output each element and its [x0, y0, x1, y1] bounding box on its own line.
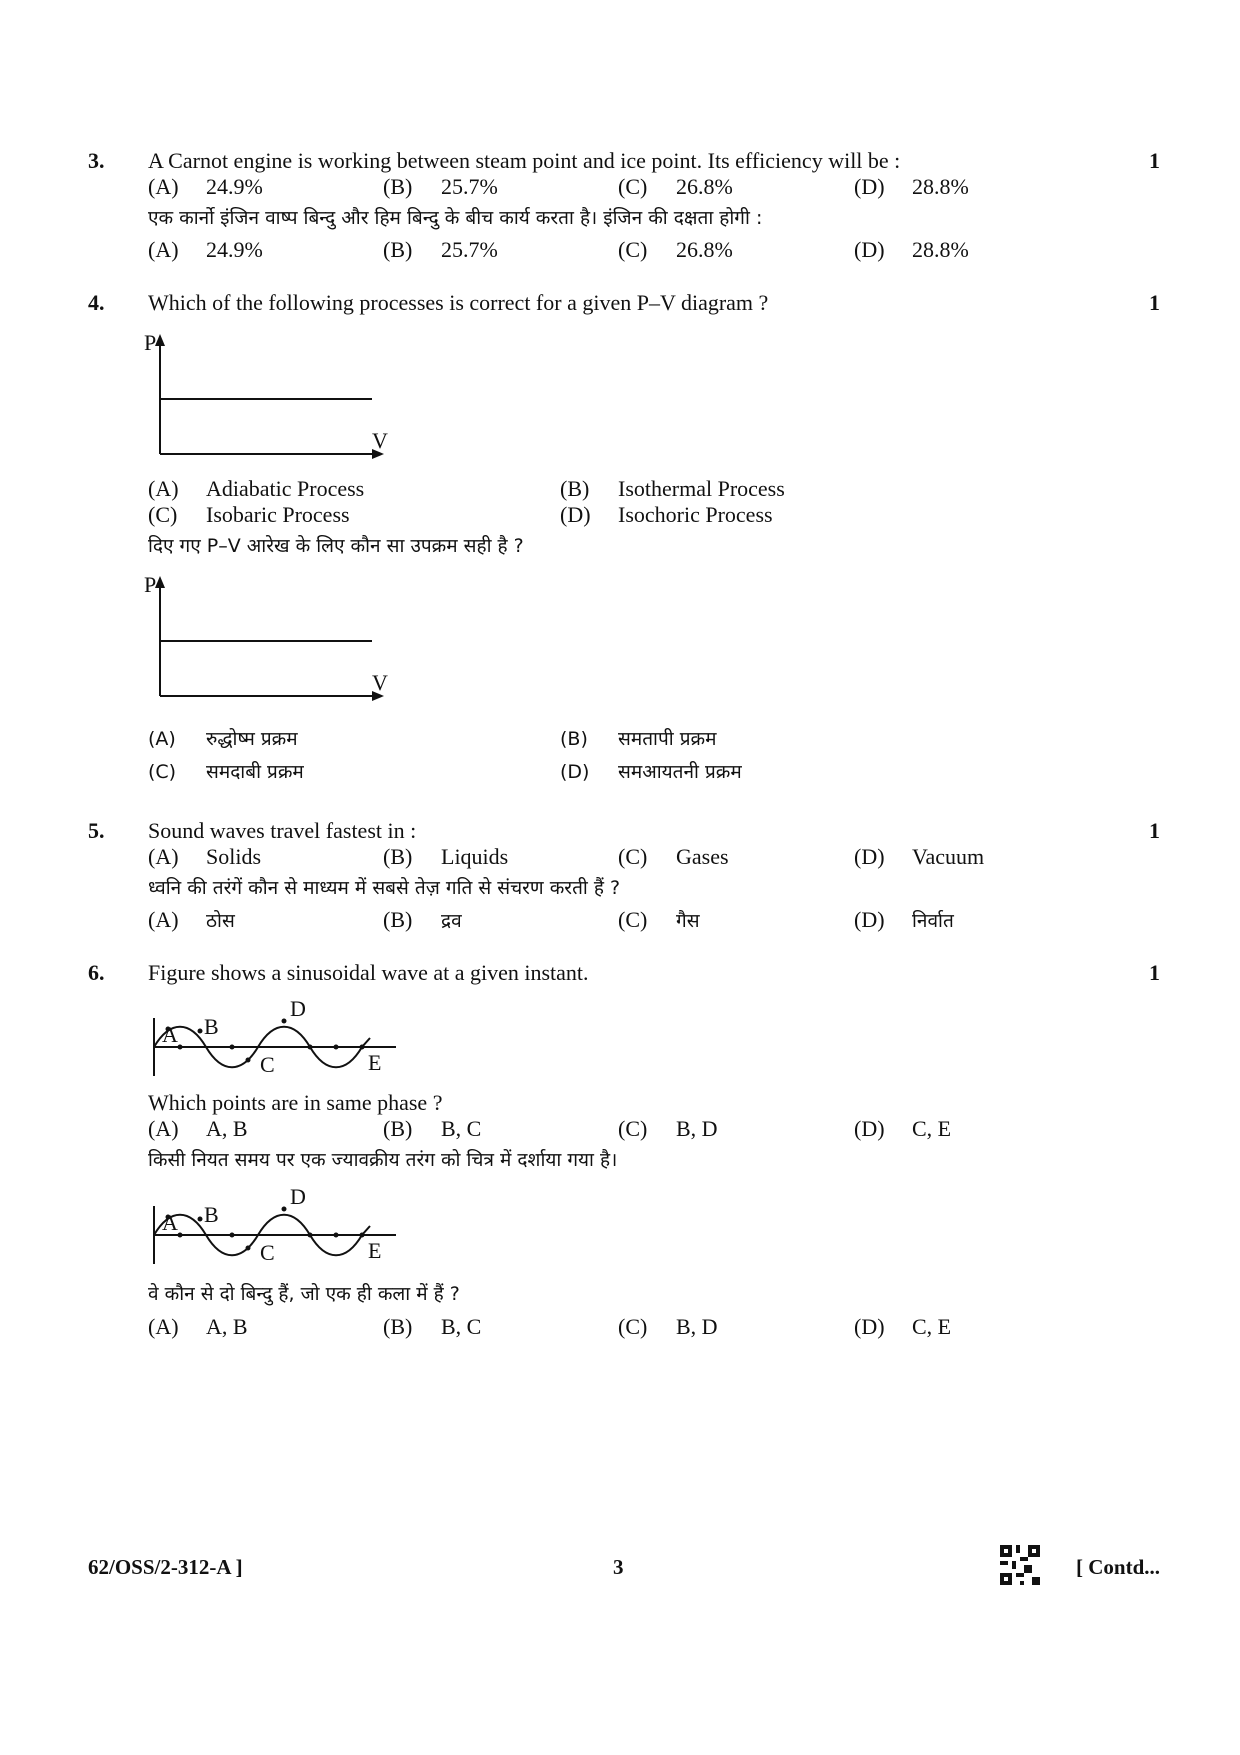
- option-b: (B) Liquids: [383, 844, 509, 869]
- options-hi: [148, 907, 1048, 937]
- option-c: (C) Gases: [618, 844, 729, 869]
- options-hi-row2: [148, 758, 1048, 788]
- options-hi: [148, 237, 1048, 267]
- option-b: (B) समतापी प्रक्रम: [560, 728, 717, 750]
- continued-label: [ Contd...: [1075, 1555, 1160, 1579]
- option-b: (B) Isothermal Process: [560, 476, 785, 501]
- label-a: A: [162, 1210, 178, 1235]
- label-c: C: [260, 1240, 275, 1265]
- option-d: (D) समआयतनी प्रक्रम: [560, 761, 742, 783]
- point-b: [198, 1029, 203, 1034]
- page-number: 3: [613, 1555, 624, 1579]
- option-b: (B) द्रव: [383, 907, 462, 932]
- label-c: C: [260, 1052, 275, 1077]
- point-d: [282, 1019, 287, 1024]
- option-d: (D) Isochoric Process: [560, 502, 773, 527]
- pv-diagram-hi: [144, 572, 408, 707]
- pv-diagram: [144, 330, 408, 465]
- node-dot: [334, 1045, 339, 1050]
- question-text-en: Which of the following processes is correct for a given P–V diagram ?: [148, 290, 769, 315]
- options-hi: [148, 1314, 1048, 1344]
- question-text-hi: एक कार्नो इंजिन वाष्प बिन्दु और हिम बिन्दु के बीच कार्य करता है। इंजिन की दक्षता होगी :: [148, 207, 763, 229]
- option-d: (D) Vacuum: [854, 844, 985, 869]
- label-e: E: [368, 1238, 382, 1263]
- option-b: (B) B, C: [383, 1314, 482, 1339]
- label-a: A: [162, 1022, 178, 1047]
- option-b: (B) B, C: [383, 1116, 482, 1141]
- question-text-hi: दिए गए P–V आरेख के लिए कौन सा उपक्रम सही है ?: [148, 535, 524, 557]
- option-c: (C) समदाबी प्रक्रम: [148, 761, 304, 783]
- question-number: 6.: [88, 960, 105, 985]
- point-d: [282, 1207, 287, 1212]
- p-axis-arrow: [155, 334, 165, 346]
- question-text-hi: किसी नियत समय पर एक ज्यावक्रीय तरंग को चित्र में दर्शाया गया है।: [148, 1149, 618, 1171]
- marks: 1: [1149, 818, 1160, 843]
- question-number: 5.: [88, 818, 105, 843]
- node-dot: [308, 1233, 313, 1238]
- question-prompt-hi: वे कौन से दो बिन्दु हैं, जो एक ही कला में हैं ?: [148, 1283, 460, 1305]
- options-hi-row1: [148, 725, 1048, 755]
- option-a: (A) 24.9%: [148, 174, 263, 199]
- node-dot: [308, 1045, 313, 1050]
- p-axis-arrow: [155, 576, 165, 588]
- label-d: D: [290, 996, 306, 1021]
- marks: 1: [1149, 960, 1160, 985]
- sine-wave-figure: [148, 996, 428, 1090]
- options-en: [148, 1116, 1048, 1146]
- option-c: (C) B, D: [618, 1314, 718, 1339]
- option-a: (A) 24.9%: [148, 237, 263, 262]
- option-a: (A) रुद्धोष्म प्रक्रम: [148, 728, 298, 750]
- option-d: (D) निर्वात: [854, 907, 954, 932]
- point-b: [198, 1217, 203, 1222]
- marks: 1: [1149, 290, 1160, 315]
- v-axis-label: V: [372, 428, 388, 453]
- node-dot: [178, 1233, 183, 1238]
- node-dot: [178, 1045, 183, 1050]
- sine-wave-figure-hi: [148, 1184, 428, 1278]
- label-e: E: [368, 1050, 382, 1075]
- option-c: (C) 26.8%: [618, 174, 733, 199]
- label-d: D: [290, 1184, 306, 1209]
- question-number: 4.: [88, 290, 105, 315]
- option-b: (B) 25.7%: [383, 174, 498, 199]
- options-en-row2: [148, 502, 1048, 532]
- question-text-en: A Carnot engine is working between steam point and ice point. Its efficiency will be :: [148, 148, 901, 173]
- node-dot: [230, 1045, 235, 1050]
- option-a: (A) ठोस: [148, 907, 235, 932]
- marks: 1: [1149, 148, 1160, 173]
- question-text-hi: ध्वनि की तरंगें कौन से माध्यम में सबसे तेज़ गति से संचरण करती हैं ?: [148, 877, 621, 899]
- node-dot: [334, 1233, 339, 1238]
- option-b: (B) 25.7%: [383, 237, 498, 262]
- option-d: (D) C, E: [854, 1314, 952, 1339]
- question-text-en: Figure shows a sinusoidal wave at a given instant.: [148, 960, 589, 985]
- point-c: [246, 1058, 251, 1063]
- paper-code: 62/OSS/2-312-A ]: [88, 1555, 243, 1579]
- option-d: (D) 28.8%: [854, 237, 969, 262]
- option-a: (A) A, B: [148, 1116, 248, 1141]
- qr-code-icon: [1000, 1545, 1040, 1585]
- option-a: (A) Adiabatic Process: [148, 476, 365, 501]
- label-b: B: [204, 1014, 219, 1039]
- option-c: (C) Isobaric Process: [148, 502, 350, 527]
- question-number: 3.: [88, 148, 105, 173]
- option-a: (A) Solids: [148, 844, 262, 869]
- p-axis-label: P: [144, 572, 157, 597]
- question-text-en: Sound waves travel fastest in :: [148, 818, 417, 843]
- v-axis-label: V: [372, 670, 388, 695]
- option-d: (D) C, E: [854, 1116, 952, 1141]
- question-prompt-en: Which points are in same phase ?: [148, 1090, 443, 1115]
- node-dot: [230, 1233, 235, 1238]
- option-c: (C) 26.8%: [618, 237, 733, 262]
- point-e: [360, 1233, 365, 1238]
- option-a: (A) A, B: [148, 1314, 248, 1339]
- options-en: [148, 844, 1048, 874]
- options-en: [148, 174, 1048, 204]
- point-c: [246, 1246, 251, 1251]
- option-c: (C) गैस: [618, 907, 700, 932]
- option-d: (D) 28.8%: [854, 174, 969, 199]
- option-c: (C) B, D: [618, 1116, 718, 1141]
- p-axis-label: P: [144, 330, 157, 355]
- label-b: B: [204, 1202, 219, 1227]
- point-e: [360, 1045, 365, 1050]
